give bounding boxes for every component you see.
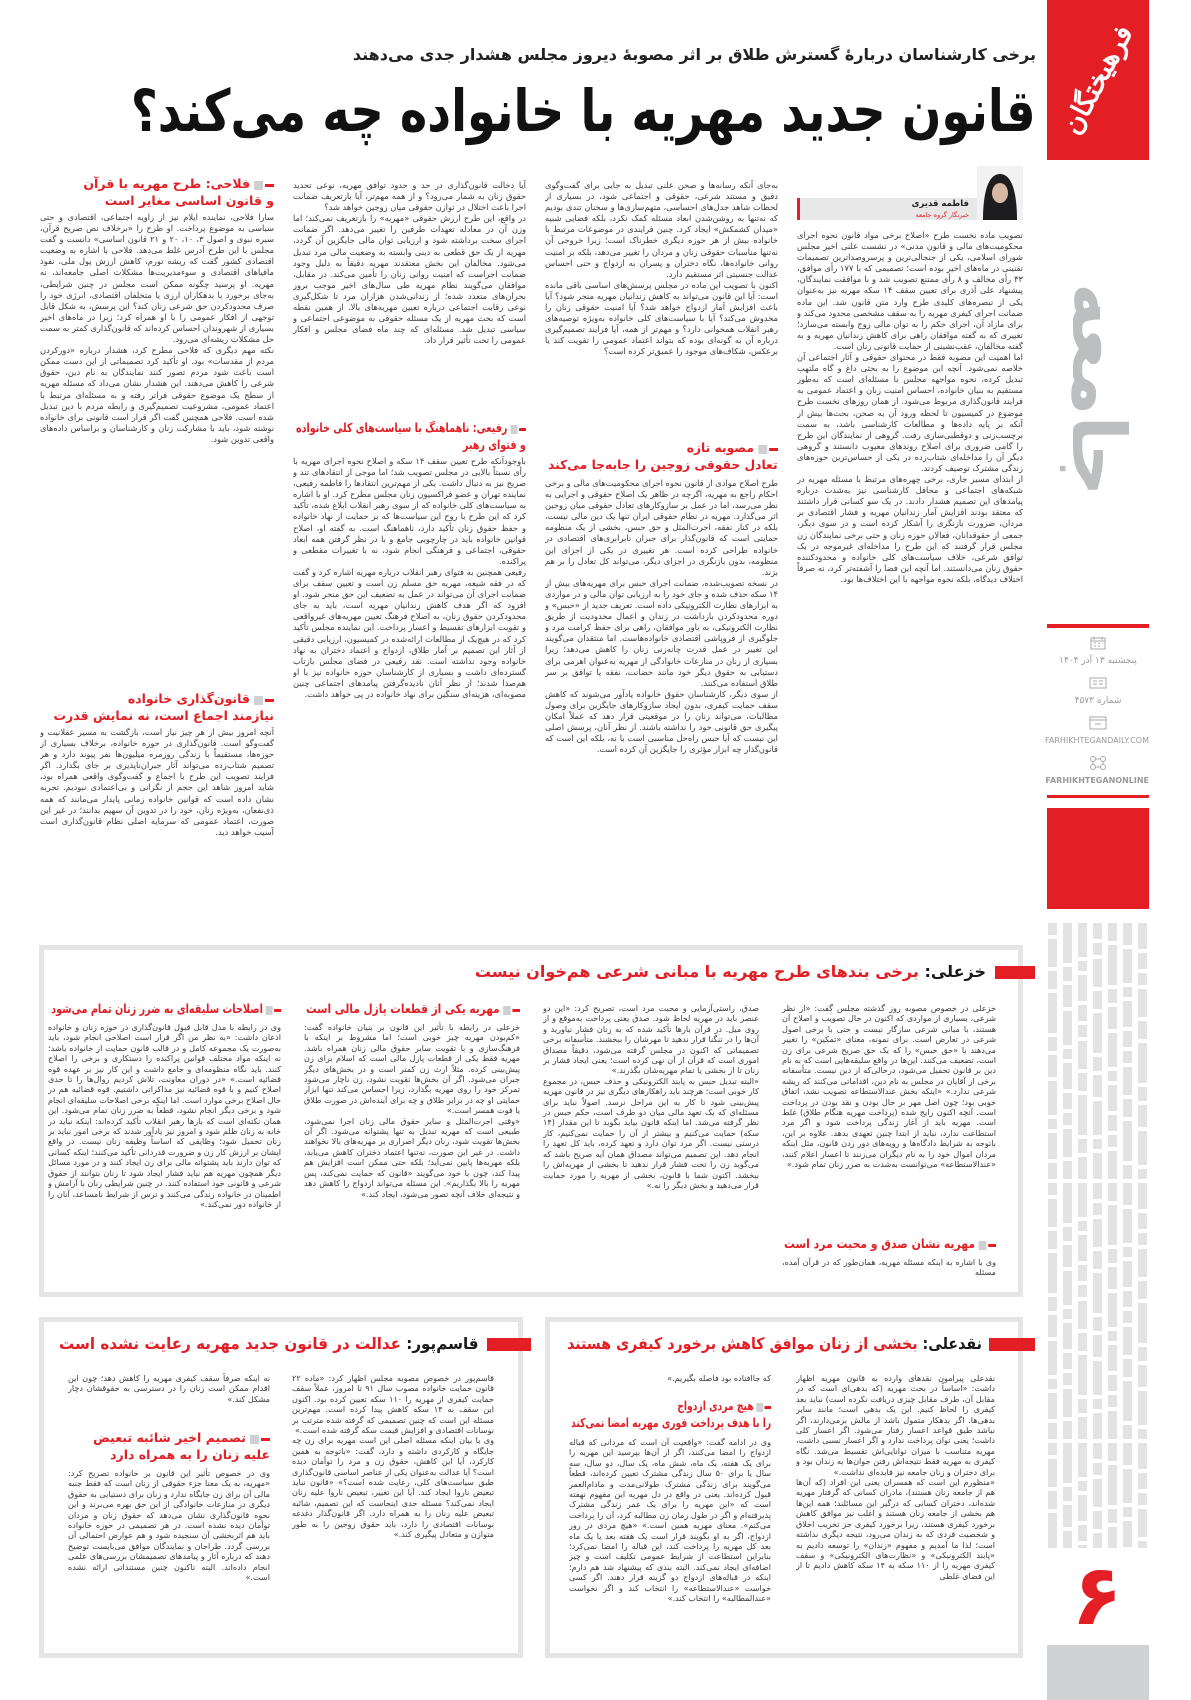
stripe-dash bbox=[1123, 1359, 1132, 1377]
stripe-dash bbox=[1048, 1393, 1057, 1419]
subheading: قانون‌گذاری خانواده نیازمند اجماع است، نه نمایش قدرت bbox=[53, 691, 274, 723]
stripe-dash bbox=[1078, 1005, 1087, 1021]
stripe-dash bbox=[1123, 1381, 1132, 1421]
stripe-dash bbox=[1078, 1481, 1087, 1491]
paragraph: آنچه امروز بیش از هر چیز نیاز است، بازگشت به مسیر عقلانیت و گفت‌وگو است. قانون‌گذاری در حوزه خانواده، برخلاف بسیاری از حوزه‌ها، مستقیماً با زندگی روزمره میلیون‌ها نفر پیوند دارد و هر تصمیم شتاب‌زده می‌تواند آثار جبران‌ناپذیری بر جای بگذارد. اگر فرایند تصویب این طرح با اجماع و گفت‌وگوی واقعی همراه بود، شاید امروز شاهد این حجم از نگرانی و بی‌اعتمادی نبودیم. تجربه نشان داده است که قوانین خانواده زمانی پایدار می‌مانند که همه ذی‌نفعان، به‌ویژه زنان، خود را در تدوین آن سهیم بدانند؛ در غیر این صورت، اعتماد عمومی که سرمایه اصلی نظام قانون‌گذاری است آسیب خواهد دید. bbox=[40, 727, 274, 837]
stripe-dash bbox=[1123, 1291, 1132, 1307]
stripe-dash bbox=[1063, 1049, 1072, 1059]
stripe-dash bbox=[1063, 1063, 1072, 1089]
stripe-dash bbox=[1123, 1443, 1132, 1465]
stripe-dash bbox=[1108, 1007, 1117, 1029]
stripe-dash bbox=[1093, 1335, 1102, 1357]
stripe-dash bbox=[1138, 1303, 1147, 1343]
stripe-dash bbox=[1093, 1139, 1102, 1149]
stripe-dash bbox=[1123, 1311, 1132, 1323]
paragraph: سارا فلاحی، نماینده ایلام نیز از زاویه اجتماعی، اقتصادی و حتی سیاسی به موضوع پرداخت. او طرح را «برخلاف نص صریح قرآن، سیره نبوی و اصول ۳، ۱۰، ۲۰ و ۲۱ قانون اساسی» دانست و گفت مجلس با این طرح آدرس غلط می‌دهد. فلاحی با اشاره به وضعیت اقتصادی کشور گفت که ریشه تورم، کاهش ارزش پول ملی، نفوذ مافیاهای اقتصادی و سوءمدیریت‌ها مشکلات اصلی جامعه‌اند، نه مهریه. او پرسید چگونه ممکن است مجلس در چنین شرایطی، به‌جای برخورد با بدهکاران ارزی یا متخلفان اقتصادی، انرژی خود را صرف محدودکردن حق شرعی زنان کند؟ این پرسش، به شکل قابل توجهی از افکار عمومی را با او همراه کرد؛ زیرا در ماه‌های اخیر بسیاری از شهروندان احساس کرده‌اند که قانون‌گذاری کمتر به سمت حل مشکلات ریشه‌ای می‌رود. bbox=[40, 212, 274, 345]
stripe-dash bbox=[1123, 987, 1132, 997]
subheading-marker-icon bbox=[758, 441, 778, 457]
stripe-dash bbox=[1108, 1411, 1117, 1439]
stripe-dash bbox=[1048, 923, 1057, 935]
subheading: هیچ مردی ازدواج را با هدف پرداخت فوری مهریه امضا نمی‌کند bbox=[570, 1398, 771, 1430]
kicker: برخی کارشناسان دربارهٔ گسترش طلاق بر اثر مصوبهٔ دیروز مجلس هشدار جدی می‌دهند bbox=[352, 45, 1036, 64]
stripe-dash bbox=[1138, 1493, 1147, 1505]
stripe-dash bbox=[1123, 1469, 1132, 1503]
paragraph: وی با بیان اینکه مسئله اصلی این است مهریه برای زن چه جایگاه و کارکردی داشته و دارد، گفت: «باتوجه به همین کارکرد، آیا این کاهش، حقوق زن و مرد را توأمان دیده است؟ آیا عدالت به‌عنوان یکی از عناصر اساسی قانون‌گذاری طبق سیاست‌های کلی، رعایت شده است؟» «قانون نباید تبعیض ناروا ایجاد کند. آیا این تغییر، تبعیض ناروا علیه زنان ایجاد نمی‌کند؟ مسئله جدی اینجاست که این تصمیم، شائبه تبعیض علیه زنان را به همراه دارد. اگر قانون‌گذار دغدغه نوسانات اقتصادی را دارد، باید حقوق زوجین را به طور متوازن و متعادل پیگیری کند.» bbox=[292, 1435, 494, 1540]
stripe-dash bbox=[1108, 1509, 1117, 1523]
newspaper-logo bbox=[1047, 0, 1149, 160]
stripe-dash bbox=[1108, 1375, 1117, 1391]
paragraph: اکنون با تصویب این ماده در مجلس پرسش‌های اساسی باقی مانده است: آیا این قانون می‌تواند به کاهش زندانیان مهریه منجر شود؟ آیا باعث افزایش آمار ازدواج خواهد شد؟ آیا امنیت حقوقی زنان را مخدوش می‌کند؟ آیا با سیاست‌های کلی خانواده به‌ویژه توصیه‌های رهبر انقلاب همخوانی دارد؟ و مهم‌تر از همه، آیا فرایند تصمیم‌گیری درباره آن به گونه‌ای بوده که بتواند اعتماد عمومی را تقویت کند یا برعکس، شکاف‌های موجود را عمیق‌تر کرده است؟ bbox=[545, 279, 778, 357]
paragraph: به‌جای آنکه رسانه‌ها و صحن علنی تبدیل به جایی برای گفت‌وگوی دقیق و مستند شرعی، حقوقی و اجتماعی شود، در بسیاری از لحظات شاهد جدل‌های احساسی، متهم‌سازی‌ها و سخنان تندی بودیم که نه‌تنها به روشن‌شدن ابعاد مسئله کمک نکرد، بلکه فضایی شبیه «میدان کشمکش» ایجاد کرد. چنین فرایندی در موضوعات مرتبط با خانواده بیش از هر حوزه دیگری خطرناک است؛ زیرا خروجی آن نه‌تنها مناسبات حقوقی زنان و مردان را تغییر می‌دهد، بلکه بر امنیت روانی خانواده‌ها، نگاه دختران و پسران به ازدواج و حتی احساس عدالت جنسیتی اثر مستقیم دارد. bbox=[545, 180, 778, 279]
stripe-dash bbox=[1063, 1373, 1072, 1385]
article-column-1 bbox=[797, 230, 1023, 926]
stripe-dash bbox=[1123, 1165, 1132, 1179]
stripe-dash bbox=[1093, 923, 1102, 939]
stripe-dash bbox=[1048, 1443, 1057, 1455]
paragraph: از سوی دیگر، کارشناسان حقوق خانواده یادآور می‌شوند که کاهش سقف حمایت کیفری، بدون ایجاد سازوکارهای جایگزین برای وصول مطالبات، می‌تواند زنان را در موقعیتی قرار دهد که عملاً امکان پیگیری حق قانونی خود را نداشته باشند. از نظر آنان، پرسش اصلی این نیست که آیا حبس راه‌حل مناسبی است یا نه، بلکه این است که قانون‌گذار چه ابزار مؤثری را جایگزین آن کرده است. bbox=[545, 688, 778, 755]
box-column-1-continued bbox=[782, 1257, 996, 1287]
paragraph: صدق، راستی‌آزمایی و محبت مرد است، تصریح کرد: «این دو عنصر باید در مهریه لحاظ شود. صدق یعنی پرداخت به‌موقع و از روی میل. در قرآن بارها تأکید شده که به زنان فشار نیاورید و آن‌ها را در تنگنا قرار ندهید تا مهرشان را ببخشند. متأسفانه برخی تصمیماتی که اکنون در مجلس گرفته می‌شود، دقیقاً مصداق اموری است که قرآن از آن نهی کرده است؛ یعنی ایجاد فشار بر زنان تا از بخشی یا تمام مهریه‌شان بگذرند.» bbox=[543, 1003, 759, 1076]
website-icon bbox=[1089, 716, 1107, 730]
stripe-dash bbox=[1138, 1043, 1147, 1083]
calendar-icon bbox=[1089, 636, 1107, 650]
paragraph: قاسم‌پور در خصوص مصوبه مجلس اظهار کرد: «ماده ۲۲ قانون حمایت خانواده مصوب سال ۹۱ تا امروز، عملاً سقف حمایت کیفری از مهریه را ۱۱۰ سکه تعیین کرده بود. اکنون این سقف به ۱۴ سکه کاهش پیدا کرده است. مهم‌ترین مسئله این است که چنین تصمیمی که گرفته شده مترتب بر نوسانات اقتصادی و افزایش قیمت سکه گرفته شده است.» bbox=[292, 1373, 494, 1436]
stripe-dash bbox=[1048, 1491, 1057, 1509]
stripe-dash bbox=[1063, 1093, 1072, 1109]
stripe-dash bbox=[1108, 1071, 1117, 1081]
article-column-2-continued bbox=[545, 478, 778, 926]
stripe-dash bbox=[1138, 1365, 1147, 1387]
stripe-dash bbox=[1078, 1443, 1087, 1477]
stripe-dash bbox=[1063, 1323, 1072, 1349]
stripe-dash bbox=[1048, 1199, 1057, 1227]
page-number: ۶ bbox=[1071, 1546, 1123, 1644]
stripe-dash bbox=[1063, 1443, 1072, 1483]
stripe-dash bbox=[1108, 1443, 1117, 1461]
stripe-dash bbox=[1063, 1505, 1072, 1527]
stripe-dash bbox=[1078, 1333, 1087, 1351]
newspaper-icon bbox=[1089, 676, 1107, 690]
subheading-marker-icon bbox=[511, 421, 526, 437]
stripe-dash bbox=[1108, 1115, 1117, 1131]
stripe-dash bbox=[1048, 1513, 1057, 1548]
stripe-dash bbox=[1138, 923, 1147, 949]
stripe-dash bbox=[1123, 1261, 1132, 1287]
website-url[interactable]: FARHIKHTEGANDAILY.COM bbox=[1045, 736, 1149, 745]
stripe-dash bbox=[1063, 1487, 1072, 1501]
subheading-marker-icon bbox=[503, 1002, 520, 1018]
stripe-dash bbox=[1078, 1221, 1087, 1231]
stripe-dash bbox=[1078, 1095, 1087, 1135]
subheading: رفیعی: ناهماهنگ با سیاست‌های کلی خانواده و فتوای رهبر bbox=[296, 420, 526, 452]
paragraph: نه اینکه صرفاً سقف کیفری مهریه را کاهش دهد؛ چون این اقدام ممکن است زنان را در دسترسی به حقوقشان دچار مشکل کند.» bbox=[68, 1373, 270, 1404]
stripe-dash bbox=[1108, 945, 1117, 985]
stripe-dash bbox=[1063, 1183, 1072, 1223]
stripe-dash bbox=[1078, 1183, 1087, 1217]
stripe-dash bbox=[1048, 1341, 1057, 1375]
heading-marker bbox=[995, 966, 1035, 979]
subheading: تصمیم اخیر شائبه تبعیض علیه زنان را به همراه دارد bbox=[93, 1430, 270, 1462]
stripe-dash bbox=[1138, 1233, 1147, 1245]
subheading-marker-icon bbox=[254, 177, 274, 193]
paragraph: باوجودآنکه طرح تعیین سقف ۱۴ سکه و اصلاح نحوه اجرای مهریه با رأی نسبتاً بالایی در مجلس تصویب شد؛ اما موجی از انتقادهای تند و صریح نیز به دنبال داشت. یکی از مهم‌ترین انتقادها را فاطمه رفیعی، نماینده تهران و عضو فراکسیون زنان مجلس مطرح کرد. او با اشاره به سیاست‌های کلی خانواده که از سوی رهبر انقلاب ابلاغ شده، تأکید کرد که این طرح با روح این سیاست‌ها که بر حمایت از نهاد خانواده و حفظ حقوق زنان تأکید دارد، ناهماهنگ است. به گفته او، اصلاح قوانین خانواده باید در چارچوبی جامع و با در نظر گرفتن همه ابعاد حقوقی، اجتماعی و فرهنگی انجام شود، نه با تغییرات مقطعی و پراکنده. bbox=[293, 456, 526, 566]
stripe-dash bbox=[1138, 1183, 1147, 1209]
stripe-dash bbox=[1063, 1353, 1072, 1369]
stripe-dash bbox=[1093, 1463, 1102, 1475]
subheading: فلاحی: طرح مهریه با قرآن و قانون اساسی مغایر است bbox=[83, 176, 274, 208]
stripe-dash bbox=[1078, 1157, 1087, 1179]
stripe-dash bbox=[1063, 1421, 1072, 1439]
issue-date: پنجشنبه ۱۳ آذر ۱۴۰۴ bbox=[1059, 656, 1137, 666]
stripe-dash bbox=[1138, 1509, 1147, 1537]
stripe-dash bbox=[1093, 1273, 1102, 1313]
stripe-dash bbox=[1048, 1379, 1057, 1389]
stripe-dash bbox=[1108, 1183, 1117, 1201]
box-column-1 bbox=[782, 1003, 996, 1231]
stripe-dash bbox=[1108, 1033, 1117, 1067]
stripe-dash bbox=[1108, 1345, 1117, 1371]
stripe-dash bbox=[1048, 971, 1057, 989]
box-column-1 bbox=[796, 1373, 995, 1649]
stripe-dash bbox=[1063, 1245, 1072, 1267]
stripe-dash bbox=[1108, 1205, 1117, 1245]
stripe-dash bbox=[1123, 1247, 1132, 1257]
stripe-dash bbox=[1078, 1041, 1087, 1069]
stripe-dash bbox=[1093, 1101, 1102, 1135]
stripe-dash bbox=[1048, 1037, 1057, 1051]
stripe-dash bbox=[1138, 1131, 1147, 1165]
stripe-dash bbox=[1093, 1183, 1102, 1199]
stripe-dash bbox=[1138, 989, 1147, 1017]
stripe-dash bbox=[1093, 1361, 1102, 1395]
sidebar-gray-block bbox=[1047, 1645, 1149, 1700]
subheading: مهریه یکی از قطعات پازل مالی است bbox=[306, 1001, 520, 1018]
box-column-2 bbox=[569, 1373, 771, 1385]
paragraph: «البته تبدیل حبس به پابند الکترونیکی و حذف حبس، در مجموع کار خوبی است؛ هرچند باید راهکارهای دیگری نیز در قانون مهریه پیش‌بینی شود تا کار به این مراحل نرسد. اصولاً نباید برای مسئله‌ای که یک تعهد مالی میان دو طرف است، حکم حبس در نظر گرفته می‌شد. اما اینکه قانون بیاید بگوید تا این مقدار (۱۴ سکه) حمایت می‌کنیم و بیشتر از آن را حمایت نمی‌کنیم، کار درستی نیست. اگر مرد توان دارد و تعهد کرده، باید کل تعهد را انجام دهد. این تصمیم می‌تواند مصداق همان آیه صریح باشد که می‌گوید زن را تحت فشار قرار ندهید تا بخشی از مهریه‌اش را ببخشد. اکنون شما با قانون، بخشی از مهریه را مورد حمایت قرار می‌دهید و بخش دیگر را نه.» bbox=[543, 1075, 759, 1190]
stripe-dash bbox=[1078, 1235, 1087, 1261]
paragraph: نقدعلی پیرامون نقدهای وارده به قانون مهریه اظهار داشت: «اساساً در بحث مهریه (که بدهی‌ای است که در مقابل آن، طرف مقابل چیزی دریافت نکرده است) نباید بعد کیفری را لحاظ کنیم. این یک بدهی است؛ مانند سایر بدهی‌ها. اگر بدهکار متمول باشد از مالش برمی‌دارند، اگر نباشد طبق قواعد اعسار رفتار می‌شود. اگر اعسار کلی داشت؛ یعنی توان پرداخت ندارد و اگر اعسار نسبی داشت، مهریه متناسب با میزان توانایی‌اش تقسیط می‌شد. نگاه کیفری به مهریه فقط نتیجه‌اش رفتن جوان‌ها به زندان بود و برای دختران و زنان جامعه نیز فایده‌ای نداشت.» bbox=[796, 1373, 995, 1477]
subheading-marker-icon bbox=[250, 1431, 270, 1447]
paragraph: نکته مهم دیگری که فلاحی مطرح کرد، هشدار درباره «دورکردن مردم از مقدسات» بود. او تأکید کرد تصمیماتی از این دست ممکن است باعث شود مردم تصور کنند نمایندگان به نام دین، حقوق شرعی را کاهش می‌دهند. این هشدار نشان می‌داد که مسئله مهریه از سطح یک موضوع حقوقی فراتر رفته و به مسئله‌ای مرتبط با اعتماد عمومی، مشروعیت تصمیم‌گیری و رابطه مردم با دین تبدیل شده است. فلاحی همچنین گفت اگر قرار است قانونی برای خانواده نوشته شود، باید با مشارکت زنان و کارشناسان و براساس داده‌های واقعی تدوین شود. bbox=[40, 345, 274, 444]
paragraph: در نسخه تصویب‌شده، ضمانت اجرای حبس برای مهریه‌های بیش از ۱۴ سکه حذف شده و جای خود را به ارزیابی توان مالی و در مواردی به ابزارهای نظارت الکترونیکی داده است. تعریف جدید از «حبس» و دوره محدودکردن بازداشت در زندان و اعمال محدودیت از طریق نظارت الکترونیکی، به باور موافقان، راهی برای حفظ کرامت مرد و جلوگیری از فروپاشی اقتصادی خانواده‌هاست. اما منتقدان می‌گویند این تغییر در عمل قدرت چانه‌زنی زنان را کاهش می‌دهد؛ زیرا بسیاری از زنان در منازعات خانوادگی از مهریه به‌عنوان اهرمی برای دستیابی به حقوق دیگر خود مانند حضانت، نفقه یا توافق بر سر طلاق استفاده می‌کنند. bbox=[545, 577, 778, 688]
author-name: فاطمه قدیری bbox=[911, 199, 969, 209]
stripe-dash bbox=[1138, 1169, 1147, 1179]
author-photo bbox=[977, 166, 1023, 220]
stripe-dash bbox=[1123, 1099, 1132, 1117]
stripe-dash bbox=[1078, 1073, 1087, 1091]
stripe-dash bbox=[1093, 1511, 1102, 1529]
stripe-dash bbox=[1123, 1183, 1132, 1205]
article-column-3-continued bbox=[293, 456, 526, 926]
stripe-dash bbox=[1048, 1133, 1057, 1159]
stripe-dash bbox=[1138, 1429, 1147, 1439]
paragraph: از ابتدای مسیر جاری، برخی چهره‌های مرتبط با مسئله مهریه در شبکه‌های اجتماعی و محافل کارشناسی نیز به‌شدت درباره پیامدهای این تصمیم هشدار دادند. در یک سو کسانی قرار داشتند که معتقد بودند افزایش آمار زندانیان مهریه و فشار اقتصادی بر مردان، ضرورت بازنگری را آشکار کرده است و در سوی دیگر، جمعی از حقوقدانان، فعالان حوزه زنان و حتی برخی نمایندگان زن مجلس قرار گرفتند که این طرح را مداخله‌ای غیرموجه در یک توافق شرعی، خلاف سیاست‌های کلی خانواده و محدودکننده حقوق زنان می‌دانستند. اما آنچه این فضا را آشفته‌تر کرد، نه صرفاً اختلاف دیدگاه، بلکه نحوه مواجهه با این اختلاف‌ها بود. bbox=[797, 474, 1023, 584]
page-title: قانون جدید مهریه با خانواده چه می‌کند؟ bbox=[131, 77, 1036, 145]
stripe-dash bbox=[1093, 959, 1102, 987]
paragraph: که جاافتاده بود فاصله بگیریم.» bbox=[667, 1373, 771, 1383]
paragraph: خزعلی در خصوص مصوبه روز گذشته مجلس گفت: «از نظر شرعی، بسیاری از مواردی که اکنون در حال تصویب و اصلاح آن هستند، با مبانی شرعی سازگار نیست و حتی با برخی اصول شرعی در تعارض است. برای نمونه، معنای «تمکین» را تغییر می‌دهند یا «حق حبس» را که یک حق صریح شرعی برای زن است، تضعیف می‌کنند. این‌ها در واقع سلیقه‌هایی است که به نام دین بر قانون تحمیل می‌شود، درحالی‌که از دین نیست. متأسفانه برخی از آقایان در مجلس به نام دین، اقداماتی می‌کنند که ریشه شرعی ندارد.» «اینکه بخش عندالاستطاعه تصویب نشد، اتفاق خوبی بود؛ چون اصل مهر بر حال بودن و نقد بودن در پرداخت است. آنچه اکنون رایج شده (پرداخت مهریه هنگام طلاق) غلط است. مهریه باید از آغاز زندگی پرداخت شود و اگر مرد استطاعت ندارد، نباید از ابتدا چنین تعهدی بدهد. علاوه بر این، باتوجه به شرایط دادگاه‌ها و رویه‌های دور زدن قانون، مثل اینکه مردان اموال خود را به نام دیگران می‌زنند تا اعسار اعلام کنند، «عندالاستطاعه» می‌توانست به‌شدت به ضرر زنان تمام شود.» bbox=[782, 1003, 996, 1170]
stripe-dash bbox=[1048, 993, 1057, 1033]
stripe-dash bbox=[1123, 1067, 1132, 1095]
stripe-dash bbox=[1123, 949, 1132, 983]
paragraph: خزعلی در رابطه با تأثیر این قانون بر بنیان خانواده گفت: «کم‌بودن مهریه چیز خوبی است؛ اما مشروط بر اینکه با فرهنگ‌سازی و با تقویت سایر حقوق مالی زنان همراه باشد. مهریه فقط یکی از قطعات پازل مالی است که اسلام برای زن پیش‌بینی کرده. مثلاً ارث زن کمتر است و در بخش‌های دیگر جبران می‌شود. اگر آن بخش‌ها تقویت نشود، زن ناچار می‌شود تمرکز خود را روی مهریه بگذارد، زیرا احساس می‌کند تنها ابزار حمایتی او چه در برابر طلاق و چه برای آینده‌اش در صورت طلاق یا فوت همسر است.» bbox=[304, 1022, 520, 1116]
subheading-marker-icon bbox=[266, 1002, 281, 1018]
stripe-dash bbox=[1138, 973, 1147, 985]
paragraph: «وقتی اجرت‌المثل و سایر حقوق مالی زنان اجرا نمی‌شود، طبیعی است که مهریه تبدیل به تنها پشتوانه می‌شود. اگر آن بخش‌ها تقویت شود، زنان دیگر اصراری بر مهریه‌های بالا نخواهند داشت. در غیر این صورت، نه‌تنها اعتماد دختران کاهش می‌یابد، بلکه مهریه‌ها پایین نمی‌آید؛ بلکه حتی ممکن است افزایش هم پیدا کند، چون با خود می‌گویند «قانون که حمایت نمی‌کند، پس مهریه را بالا بگذاریم». این مسئله می‌تواند ازدواج را کاهش دهد و نتیجه‌ای خلاف آنچه تصور می‌شود، ایجاد کند.» bbox=[304, 1115, 520, 1199]
stripe-dash bbox=[1078, 923, 1087, 957]
stripe-dash bbox=[1048, 1163, 1057, 1179]
stripe-dash bbox=[1093, 1413, 1102, 1439]
stripe-dash bbox=[1063, 967, 1072, 981]
stripe-dash bbox=[1048, 1081, 1057, 1115]
box-column-2-continued bbox=[569, 1437, 771, 1649]
stripe-dash bbox=[1123, 923, 1132, 945]
stripe-dash bbox=[1123, 1425, 1132, 1439]
subheading: مهریه نشان صدق و محبت مرد است bbox=[784, 1236, 996, 1253]
stripe-dash bbox=[1048, 939, 1057, 967]
paragraph: در واقع، این طرح ارزش حقوقی «مهریه» را بازتعریف نمی‌کند؛ اما وزن آن در معادله تعهدات طرفین را تغییر می‌دهد. اگر ضمانت اجرای سخت برداشته شود و ارزیابی توان مالی جایگزین آن گردد، مهریه از یک حق قطعی به دینی وابسته به وضعیت مالی مرد تبدیل می‌شود. مخالفان این بخش معتقدند مهریه دقیقاً به دلیل وجود ضمانت اجراست که امنیت روانی زنان را تأمین می‌کند. در مقابل، موافقان می‌گویند نظام مهریه طی سال‌های اخیر موجب بروز بحران‌های متعدد شده؛ از زندانی‌شدن هزاران مرد تا شکل‌گیری نوعی رقابت اجتماعی درباره تعیین مهریه‌های بالا. از همین نقطه است که بحث مهریه از یک مسئله حقوقی به موضوعی اجتماعی و سیاسی تبدیل شد. مسئله‌ای که چند ماه فضای مجلس و افکار عمومی را تحت تأثیر قرار داد. bbox=[293, 213, 526, 346]
stripe-dash bbox=[1078, 1301, 1087, 1329]
paragraph: رفیعی همچنین به فتوای رهبر انقلاب درباره مهریه اشاره کرد و گفت که در فقه شیعه، مهریه حق مسلم زن است و تعیین سقف برای ضمانت اجرای آن می‌تواند در عمل به تضعیف این حق منجر شود. او افزود که اگر هدف کاهش زندانیان مهریه است، باید به جای محدودکردن حقوق زنان، به اصلاح فرهنگ تعیین مهریه‌های غیرواقعی و تقویت ابزارهای تقسیط و اعسار پرداخت. این نماینده مجلس تأکید کرد که در هیچ‌یک از مطالعات ارائه‌شده در کمیسیون، ارزیابی دقیقی از آثار این تصمیم بر آمار طلاق، ازدواج و اعتماد دختران به نهاد خانواده وجود نداشته است. نقد رفیعی در فضای مجلس بازتاب گسترده‌ای داشت و بسیاری از کارشناسان حوزه خانواده نیز با او هم‌صدا شدند؛ از نظر آنان نادیده‌گرفتن پیامدهای اجتماعی چنین مصوبه‌ای، هزینه‌ای سنگین برای نهاد خانواده در پی خواهد داشت. bbox=[293, 566, 526, 699]
stripe-dash bbox=[1138, 1021, 1147, 1039]
logo-text: فرهیختگان bbox=[1056, 20, 1140, 140]
social-network-icon bbox=[1089, 755, 1107, 771]
sidebar-divider bbox=[1047, 795, 1149, 798]
stripe-dash bbox=[1093, 943, 1102, 955]
paragraph: طرح اصلاح موادی از قانون نحوه اجرای محکومیت‌های مالی و برخی احکام راجع به مهریه، اگرچه در ظاهر یک اصلاح حقوقی و اجرایی به نظر می‌رسد، اما در عمل بر سازوکارهای تعادل حقوقی میان زوجین اثر می‌گذارد. مهریه در نظام حقوقی ایران تنها یک دین مالی نیست، بلکه در کنار نفقه، اجرت‌المثل و حق حبس، بخشی از یک منظومه حمایتی است که قانون‌گذار برای جبران نابرابری‌های اقتصادی در خانواده طراحی کرده است. هر تغییری در یکی از اجزای این منظومه، بدون بازنگری در اجزای دیگر، می‌تواند کل تعادل را بر هم بزند. bbox=[545, 478, 778, 577]
paragraph: وی در ادامه گفت: «واقعیت آن است که مردانی که قباله ازدواج را امضا می‌کنند، اگر از آن‌ها بپرسید این مهریه را برای یک هفته، یک ماه، شش ماه، یک سال، دو سال، سه سال یا برای ۵۰ سال زندگی مشترک تعیین کرده‌اند، قطعاً می‌گویند برای زندگی مشترک طولانی‌مدت و مادام‌العمر قبول کرده‌اند. یعنی در واقع در دل مهریه این مفهوم نهفته است که «این مهریه را برای یک عمر زندگی مشترک پذیرفته‌ام و اگر در طول زمان زن مطالبه کرد، آن را پرداخت می‌کنم». معنای مهریه همین است.» «هیچ مردی در روز ازدواج، اگر به او بگویند قرار است یک هفته بعد یا یک ماه بعد کل مهریه را پرداخت کند، این قباله را امضا نمی‌کرد؛ بنابراین استطاعت از شرایط عمومی تکلیف است و چیز اضافه‌ای ایجاد نمی‌کند. البته بندی که پیشنهاد شد هم دارم؛ اینکه در قباله‌های ازدواج دو گزینه قرار دهند. اگر کسی خواست «عندالاستطاعه» را انتخاب کند و اگر نخواست «عندالمطالبه» را انتخاب کند.» bbox=[569, 1437, 771, 1604]
subheading-marker-icon bbox=[254, 692, 274, 708]
stripe-dash bbox=[1093, 991, 1102, 1009]
stripe-dash bbox=[1048, 1183, 1057, 1195]
paragraph: آیا دخالت قانون‌گذاری در حد و حدود توافق مهریه، نوعی تحدید حقوق زنان به شمار می‌رود؟ و از همه مهم‌تر، آیا بازتعریف ضمانت اجرا باعث اختلال در توازن حقوقی میان زوجین خواهد شد؟ bbox=[293, 180, 526, 213]
stripe-dash bbox=[1078, 1495, 1087, 1521]
stripe-dash bbox=[1078, 1417, 1087, 1439]
stripe-dash bbox=[1048, 1423, 1057, 1439]
stripe-dash bbox=[1048, 1315, 1057, 1337]
stripe-dash bbox=[1078, 1139, 1087, 1153]
stripe-dash bbox=[1108, 1293, 1117, 1327]
article-column-3 bbox=[293, 180, 526, 406]
stripe-dash bbox=[1093, 1443, 1102, 1459]
stripe-dash bbox=[1063, 1011, 1072, 1045]
stripe-dash bbox=[1063, 1227, 1072, 1241]
stripe-dash bbox=[1108, 1249, 1117, 1263]
stripe-dash bbox=[1048, 1119, 1057, 1129]
stripe-dash bbox=[1108, 1267, 1117, 1289]
box-column-2 bbox=[68, 1373, 270, 1417]
paragraph: تصویب ماده نخست طرح «اصلاح برخی مواد قانون نحوه اجرای محکومیت‌های مالی و قانون مدنی» در نشست علنی اخیر مجلس شورای اسلامی، یکی از جنجالی‌ترین و پرسروصداترین تصمیمات تقنینی در ماه‌های اخیر بوده است؛ تصمیمی که با ۱۷۷ رأی موافق، ۴۳ رأی مخالف و ۸ رأی ممتنع تصویب شد و با موافقت نمایندگان، پیشنهاد علی آذری برای تعیین سقف ۱۴ سکه مهریه نیز به‌عنوان یکی از تبصره‌های کلیدی طرح وارد متن قانون شد. این ماده ضمانت اجرای کیفری مهریه را به سقف مشخصی محدود می‌کند و برای مازاد آن، اجرای حکم را به توان مالی زوج وابسته می‌سازد؛ تغییری که به گفته موافقان راهی برای کاهش زندانیان مهریه و به گفته مخالفان، عقب‌نشینی از حمایت قانونی زنان است. bbox=[797, 230, 1023, 351]
stripe-dash bbox=[1123, 1521, 1132, 1547]
stripe-dash bbox=[1078, 1285, 1087, 1297]
subheading: مصوبه تازه تعادل حقوقی زوجین را جابه‌جا می‌کند bbox=[548, 440, 778, 472]
stripe-dash bbox=[1138, 1105, 1147, 1127]
author-role: خبرنگار گروه جامعه bbox=[915, 211, 969, 219]
sidebar-red-block bbox=[1047, 808, 1149, 909]
stripe-dash bbox=[1063, 923, 1072, 963]
paragraph: وی در رابطه با مدل قابل قبول قانون‌گذاری در حوزه زنان و خانواده اذعان داشت: «به نظر من اگر قرار است اصلاحی انجام شود، باید به‌صورت یک مجموعه کامل و در قالب قانون حمایت از خانواده باشد؛ نه اینکه مواد مختلف قوانین پراکنده را دستکاری و برخی را اصلاح کنند. باید نگاه منظومه‌ای و جامع داشت و این کار نیز بر عهده قوه قضائیه است.» «در دوران معاونت، تلاش کردیم روال‌ها را تا حدی اصلاح کنیم و با قوه قضائیه نیز مذاکراتی داشتیم. قوه قضائیه هم در حال اصلاح برخی موارد است. اما اینکه برخی اصلاحات سلیقه‌ای انجام شود و برخی دیگر انجام نشود، قطعاً به ضرر زنان تمام می‌شود. این همان نکته‌ای است که بارها رهبر انقلاب تأکید کرده‌اند: اینکه نباید در خانه به زنان ظلم شود و امروز نیز یادآور شدند که برخی امور نباید بر زنان تحمیل شود؛ وظایفی که اساساً وظیفه زنان نیست. در واقع ایشان بر ارزش کار زن و ضرورت قدردانی تأکید می‌کنند؛ اینکه کسانی که توان دارند باید پشتوانه مالی برای زن ایجاد کنند و در مورد مسائل دیگر همچون مهریه هم نباید فشار ایجاد شود تا زنان بتوانند از حقوق شرعی و قانونی خود استفاده کنند. در چنین شرایطی زنان با آرامش و اطمینان در خانواده زندگی می‌کنند و ترس از شرایط نامساعد، آنان را از خانواده دور نمی‌کند.» bbox=[48, 1022, 281, 1209]
heading-marker bbox=[487, 1338, 531, 1351]
stripe-dash bbox=[1048, 1055, 1057, 1077]
stripe-dash bbox=[1138, 1087, 1147, 1101]
stripe-dash bbox=[1093, 1317, 1102, 1331]
stripe-dash bbox=[1093, 1203, 1102, 1215]
stripe-dash bbox=[1063, 985, 1072, 1007]
stripe-dash bbox=[1063, 1129, 1072, 1157]
box-column-1 bbox=[292, 1373, 494, 1649]
stripe-dash bbox=[1138, 1249, 1147, 1277]
stripe-dash bbox=[1078, 1025, 1087, 1037]
paragraph: وی با اشاره به اینکه مسئله مهریه، همان‌طور که در قرآن آمده، مسئله bbox=[782, 1257, 996, 1278]
stripe-dash bbox=[1078, 961, 1087, 971]
stripe-dash bbox=[1138, 1473, 1147, 1489]
box-column-2 bbox=[543, 1003, 759, 1287]
stripe-dash bbox=[1138, 953, 1147, 969]
box-heading: قاسم‌پور: عدالت در قانون جدید مهریه رعایت نشده است bbox=[59, 1334, 479, 1353]
stripe-dash bbox=[1093, 1057, 1102, 1071]
paragraph: وی در خصوص تأثیر این قانون بر خانواده تصریح کرد: «مهریه، به یک معنا جزء حقوقی از زنان است که فقط جنبه مالی آن برای زن جایگاه ندارد و زنان برای دستیابی به حقوق دیگری در منازعات خانوادگی از این حق بهره می‌برند و این نحوه قانون‌گذاری نشان می‌دهد که حقوق زنان و مردان توأمان دیده نشده است. در هر تصمیمی در حوزه خانواده باید هم اثربخشی آن سنجیده شود و هم عوارض احتمالی آن بررسی گردد. طراحان و نمایندگان موافق می‌بایست توضیح دهند که درباره آثار و پیامدهای تصمیمشان بررسی‌های علمی انجام داده‌اند. البته تاکنون چنین مستنداتی ارائه نشده است.» bbox=[68, 1468, 270, 1583]
sidebar-divider bbox=[1047, 624, 1149, 628]
stripe-dash bbox=[1123, 1327, 1132, 1355]
stripe-dash bbox=[1108, 1465, 1117, 1505]
stripe-dash bbox=[1063, 1309, 1072, 1319]
article-column-2 bbox=[545, 180, 778, 436]
subheading: اصلاحات سلیقه‌ای به ضرر زنان تمام می‌شود bbox=[51, 1001, 281, 1018]
stripe-dash bbox=[1138, 1391, 1147, 1425]
stripe-dash bbox=[1063, 1161, 1072, 1179]
stripe-dash bbox=[1048, 1297, 1057, 1311]
stripe-dash bbox=[1078, 975, 1087, 1001]
box-heading: خزعلی: برخی بندهای طرح مهریه با مبانی شرعی هم‌خوان نیست bbox=[474, 962, 986, 981]
stripe-dash bbox=[1093, 1153, 1102, 1179]
stripe-dash bbox=[1093, 1479, 1102, 1507]
stripe-dash bbox=[1093, 1013, 1102, 1053]
stripe-dash bbox=[1123, 1051, 1132, 1063]
section-title: جامعه bbox=[1055, 283, 1141, 497]
stripe-dash bbox=[1108, 1135, 1117, 1147]
stripe-dash bbox=[1093, 1251, 1102, 1269]
subheading-marker-icon bbox=[756, 1399, 771, 1415]
stripe-dash bbox=[1108, 1151, 1117, 1179]
stripe-dash bbox=[1093, 1399, 1102, 1409]
stripe-dash bbox=[1093, 1075, 1102, 1097]
stripe-dash bbox=[1138, 1213, 1147, 1229]
stripe-dash bbox=[1078, 1265, 1087, 1281]
box-heading: نقدعلی: بخشی از زنان موافق کاهش برخورد کیفری هستند bbox=[567, 1334, 982, 1353]
article-column-4-continued bbox=[40, 727, 274, 926]
stripe-dash bbox=[1048, 1231, 1057, 1249]
stripe-dash bbox=[1138, 1281, 1147, 1299]
stripe-dash bbox=[1048, 1253, 1057, 1293]
stripe-dash bbox=[1123, 1507, 1132, 1517]
paragraph: «منظورم این است که همسران یعنی این افراد (که آن‌ها هم از جامعه زنان هستند)، مادران کسانی که گرفتار مهریه شده‌اند، دختران کسانی که درگیر این مسائلند؛ همه این‌ها هم بخشی از جامعه زنان هستند و اغلب نیز موافق کاهش برخورد کیفری هستند، زیرا برخورد کیفری جز تخریب اخلاق و شخصیت فردی که به زندان می‌رود، نتیجه دیگری نداشته است؛ لذا ما آمدیم و مفهوم «زندان» را توسعه دادیم به «پابند الکترونیکی» و «نظارت‌های الکترونیکی» و سقف کیفری مهریه را از ۱۱۰ سکه به ۱۴ سکه کاهش دادیم تا از این فضای غلطی bbox=[796, 1477, 995, 1581]
stripe-dash bbox=[1123, 1001, 1132, 1027]
article-column-4 bbox=[40, 212, 274, 686]
stripe-dash bbox=[1063, 1389, 1072, 1417]
heading-marker bbox=[989, 1338, 1035, 1351]
stripe-dash bbox=[1108, 923, 1117, 941]
box-column-4 bbox=[48, 1022, 281, 1287]
stripe-dash bbox=[1123, 1031, 1132, 1047]
stripe-dash bbox=[1123, 1209, 1132, 1243]
stripe-dash bbox=[1108, 1331, 1117, 1341]
box-column-2-continued bbox=[68, 1468, 270, 1649]
stripe-dash bbox=[1063, 1113, 1072, 1125]
stripe-dash bbox=[1048, 1459, 1057, 1487]
stripe-dash bbox=[1078, 1399, 1087, 1413]
stripe-dash bbox=[1138, 1443, 1147, 1469]
stripe-dash bbox=[1108, 1085, 1117, 1111]
stripe-dash bbox=[1138, 1347, 1147, 1361]
stripe-dash bbox=[1078, 1355, 1087, 1395]
paragraph: اما اهمیت این مصوبه فقط در محتوای حقوقی و آثار اجتماعی آن خلاصه نمی‌شود. آنچه این موضوع را به بحثی داغ و گاه ملتهب تبدیل کرده، نحوه مواجهه مجلس با مسئله‌ای است که به‌طور مستقیم به بنیان خانواده، احساس امنیت زنان و اعتماد عمومی به فرایند قانون‌گذاری مربوط می‌شود. از همان روزهای نخست طرح موضوع در کمیسیون تا لحظه ورود آن به صحن، بحث‌ها بیش از آنکه بر پایه داده‌ها و مطالعات کارشناسی باشد، به سمت برچسب‌زنی و دوقطبی‌سازی رفت. گروهی از نمایندگان این طرح را گامی ضروری برای اصلاح روندهای معیوب دانستند و گروهی دیگر آن را مداخله‌ای شتاب‌زده در یکی از حساس‌ترین حوزه‌های زندگی مشترک توصیف کردند. bbox=[797, 352, 1023, 473]
issue-number: شماره ۴۵۷۳ bbox=[1074, 696, 1122, 706]
stripe-dash bbox=[1123, 1121, 1132, 1161]
social-handle[interactable]: FARHIKHTEGANONLINE bbox=[1045, 776, 1149, 785]
stripe-dash bbox=[1093, 1219, 1102, 1247]
box-column-3 bbox=[304, 1022, 520, 1287]
stripe-dash bbox=[1108, 989, 1117, 1003]
stripe-dash bbox=[1108, 1395, 1117, 1407]
stripe-dash bbox=[1063, 1271, 1072, 1305]
stripe-dash bbox=[1078, 1525, 1087, 1541]
subheading-marker-icon bbox=[979, 1237, 996, 1253]
